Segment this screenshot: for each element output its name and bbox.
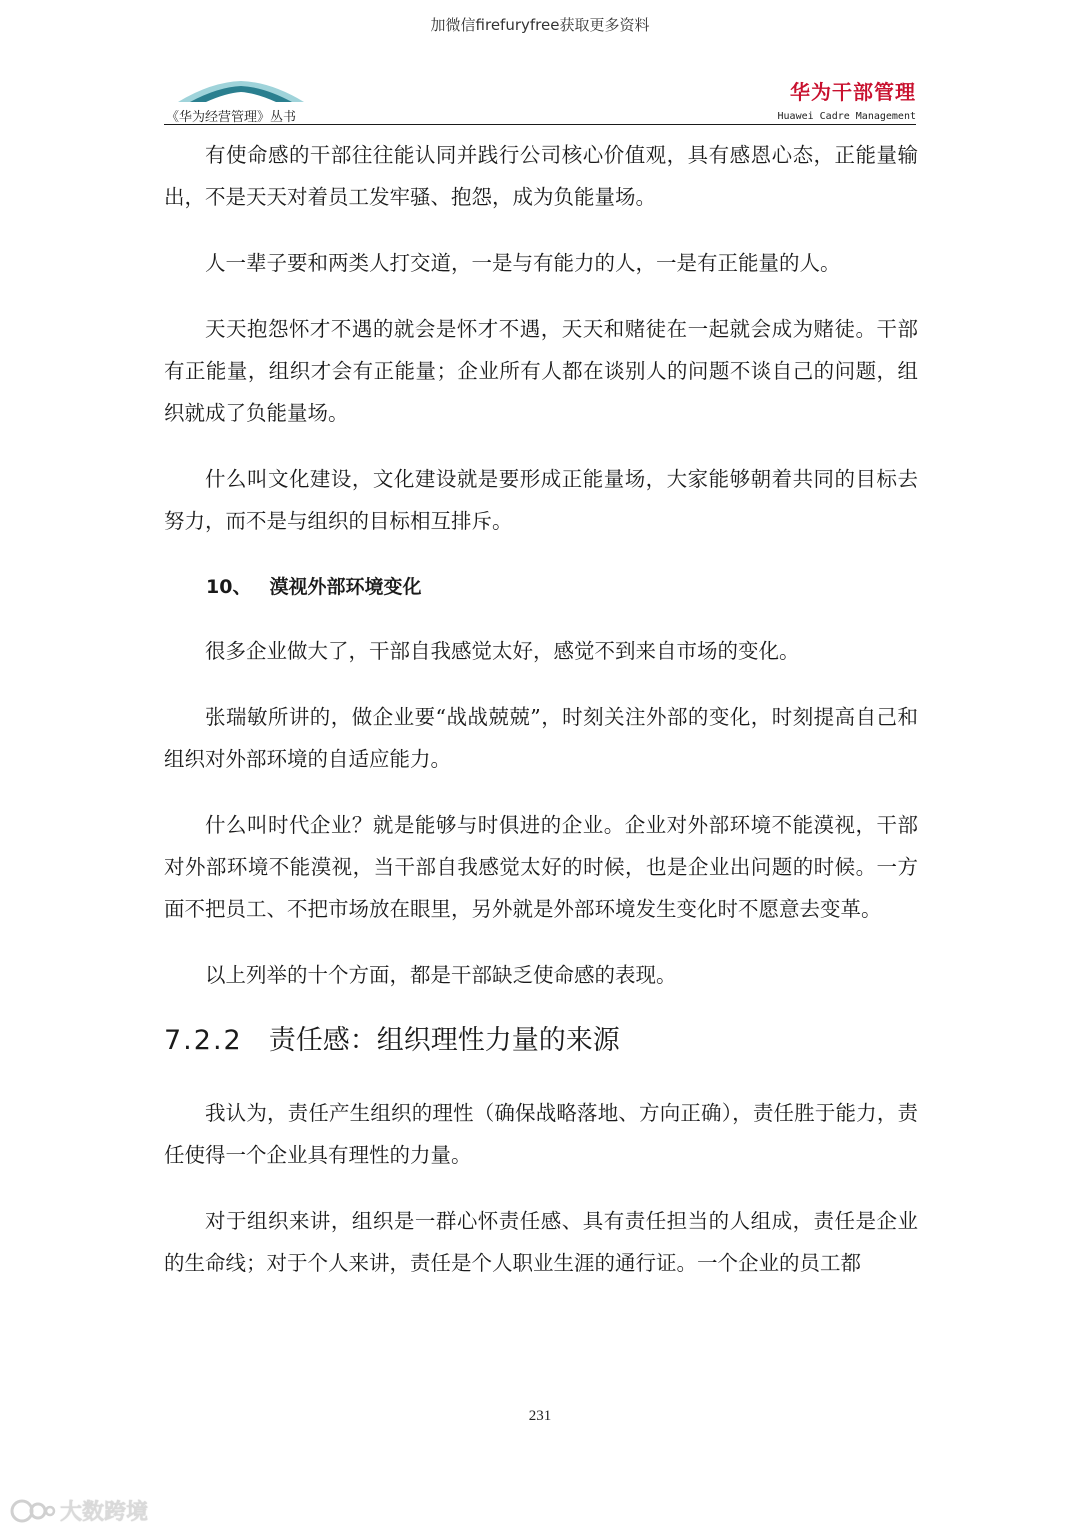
header-divider <box>164 124 916 125</box>
list-subheading <box>164 566 918 608</box>
section-heading <box>164 1020 918 1062</box>
watermark-logo-icon <box>8 1496 56 1526</box>
paragraph: 我认为，责任产生组织的理性（确保战略落地、方向正确），责任胜于能力，责任使得一个企业具有理性的力量。 <box>164 1101 918 1167</box>
top-watermark-text: 加微信firefuryfree获取更多资料 <box>430 16 650 34</box>
subheading-number: 10、 <box>206 576 252 598</box>
bottom-watermark <box>8 1495 148 1526</box>
section-title: 责任感：组织理性力量的来源 <box>268 1025 620 1056</box>
huawei-logo-icon <box>176 78 306 104</box>
paragraph: 对于组织来讲，组织是一群心怀责任感、具有责任担当的人组成，责任是企业的生命线；对于个人来讲，责任是个人职业生涯的通行证。一个企业的员工都 <box>164 1209 918 1275</box>
paragraph: 张瑞敏所讲的，做企业要“战战兢兢”，时刻关注外部的变化，时刻提高自己和组织对外部环境的自适应能力。 <box>164 705 918 771</box>
subheading-text: 漠视外部环境变化 <box>269 576 422 598</box>
watermark-brand-text: 大数跨境 <box>60 1500 149 1525</box>
paragraph: 人一辈子要和两类人打交道，一是与有能力的人，一是有正能量的人。 <box>205 251 841 275</box>
paragraph: 有使命感的干部往往能认同并践行公司核心价值观，具有感恩心态，正能量输出，不是天天对着员工发牢骚、抱怨，成为负能量场。 <box>164 143 918 209</box>
page-number: 231 <box>528 1408 552 1424</box>
paragraph: 什么叫时代企业？就是能够与时俱进的企业。企业对外部环境不能漠视，干部对外部环境不能漠视，当干部自我感觉太好的时候，也是企业出问题的时候。一方面不把员工、不把市场放在眼里，另外就是外部环境发生变化时不愿意去变革。 <box>164 813 918 921</box>
paragraph: 以上列举的十个方面，都是干部缺乏使命感的表现。 <box>205 963 677 987</box>
page-body <box>164 134 918 1308</box>
paragraph: 很多企业做大了，干部自我感觉太好，感觉不到来自市场的变化。 <box>205 639 800 663</box>
paragraph: 天天抱怨怀才不遇的就会是怀才不遇，天天和赌徒在一起就会成为赌徒。干部有正能量，组织才会有正能量；企业所有人都在谈别人的问题不谈自己的问题，组织就成了负能量场。 <box>164 317 918 425</box>
book-title: 华为干部管理 <box>790 80 916 104</box>
paragraph: 什么叫文化建设，文化建设就是要形成正能量场，大家能够朝着共同的目标去努力，而不是与组织的目标相互排斥。 <box>164 467 918 533</box>
book-subtitle: Huawei Cadre Management <box>777 111 916 122</box>
header-right <box>778 76 916 122</box>
section-number: 7.2.2 <box>164 1025 243 1056</box>
book-series-label: 《华为经营管理》丛书 <box>166 110 297 125</box>
